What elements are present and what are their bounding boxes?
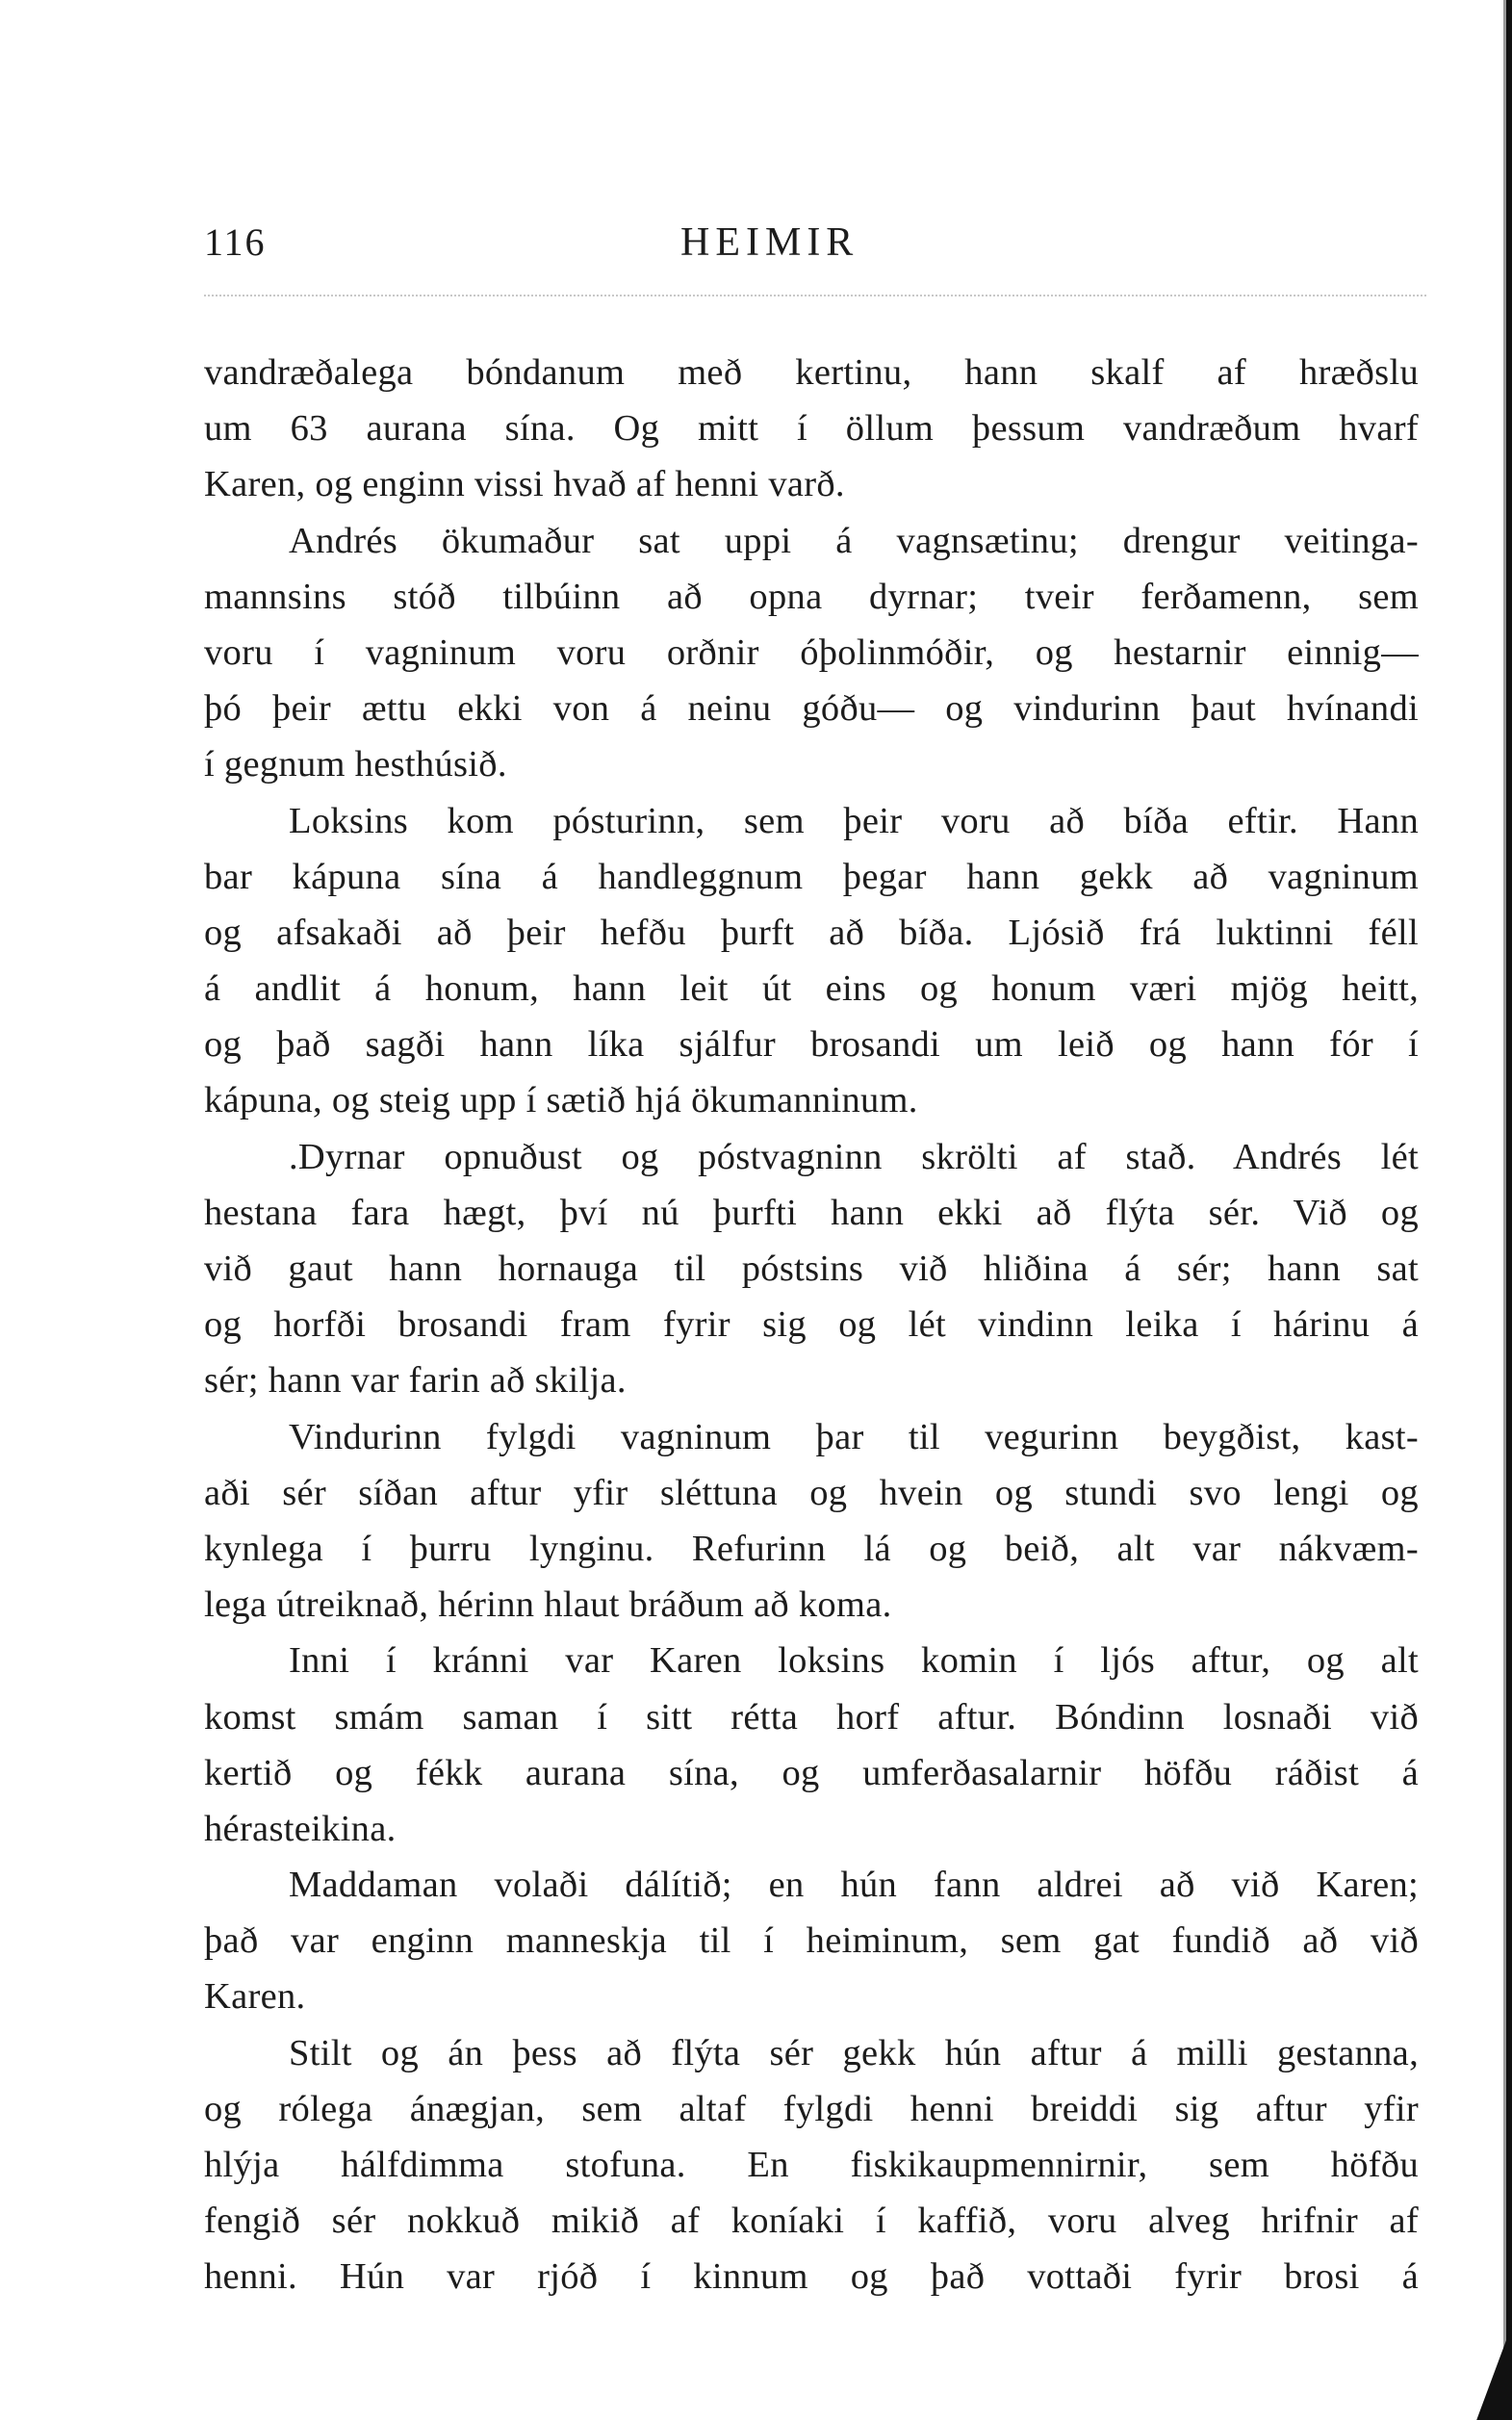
- text-line: á andlit á honum, hann leit út eins og honum væri mjög heitt,: [204, 968, 1419, 1010]
- text-line: vandræðalega bóndanum með kertinu, hann skalf af hræðslu: [204, 352, 1419, 393]
- text-line: það var enginn manneskja til í heiminum, sem gat fundið að við: [204, 1920, 1419, 1962]
- text-line: Karen, og enginn vissi hvað af henni varð.: [204, 464, 845, 505]
- text-line: Andrés ökumaður sat uppi á vagnsætinu; drengur veitinga-: [289, 520, 1419, 561]
- text-line: við gaut hann hornauga til póstsins við hliðina á sér; hann sat: [204, 1249, 1419, 1289]
- text-line: hlýja hálfdimma stofuna. En fiskikaupmennirnir, sem höfðu: [204, 2145, 1419, 2185]
- text-line: aði sér síðan aftur yfir sléttuna og hvein og stundi svo lengi og: [204, 1472, 1419, 1513]
- running-head: [204, 219, 1426, 287]
- text-line: Stilt og án þess að flýta sér gekk hún aftur á milli gestanna,: [289, 2032, 1419, 2073]
- text-line: kertið og fékk aurana sína, og umferðasalarnir höfðu ráðist á: [204, 1752, 1419, 1793]
- text-line: kynlega í þurru lynginu. Refurinn lá og beið, alt var nákvæm-: [204, 1528, 1419, 1569]
- text-line: og rólega ánægjan, sem altaf fylgdi henni breiddi sig aftur yfir: [204, 2088, 1419, 2129]
- page-number: 116: [204, 220, 267, 264]
- text-line: og það sagði hann líka sjálfur brosandi um leið og hann fór í: [204, 1024, 1419, 1066]
- running-title: HEIMIR: [680, 220, 859, 265]
- text-line: um 63 aurana sína. Og mitt í öllum þessum vandræðum hvarf: [204, 408, 1419, 450]
- text-line: og horfði brosandi fram fyrir sig og lét vindinn leika í hárinu á: [204, 1304, 1419, 1346]
- text-line: voru í vagninum voru orðnir óþolinmóðir, og hestarnir einnig—: [204, 631, 1419, 673]
- text-line: Loksins kom pósturinn, sem þeir voru að bíða eftir. Hann: [289, 800, 1419, 841]
- text-line: sér; hann var farin að skilja.: [204, 1360, 627, 1402]
- text-line: Inni í kránni var Karen loksins komin í ljós aftur, og alt: [289, 1640, 1419, 1682]
- text-line: bar kápuna sína á handleggnum þegar hann gekk að vagninum: [204, 856, 1419, 897]
- text-line: mannsins stóð tilbúinn að opna dyrnar; tveir ferðamenn, sem: [204, 576, 1419, 617]
- text-line: Vindurinn fylgdi vagninum þar til vegurinn beygðist, kast-: [289, 1416, 1419, 1457]
- page-edge: [1506, 0, 1512, 2420]
- text-line: þó þeir ættu ekki von á neinu góðu— og vindurinn þaut hvínandi: [204, 688, 1419, 730]
- text-line: henni. Hún var rjóð í kinnum og það vottaði fyrir brosi á: [204, 2256, 1419, 2298]
- text-line: .Dyrnar opnuðust og póstvagninn skrölti af stað. Andrés lét: [289, 1136, 1419, 1177]
- header-rule: [204, 295, 1426, 296]
- text-line: og afsakaði að þeir hefðu þurft að bíða. Ljósið frá luktinni féll: [204, 912, 1419, 953]
- text-line: í gegnum hesthúsið.: [204, 744, 507, 785]
- body-text: [204, 345, 1419, 2305]
- text-line: lega útreiknað, hérinn hlaut bráðum að koma.: [204, 1584, 892, 1626]
- text-line: kápuna, og steig upp í sætið hjá ökumanninum.: [204, 1080, 918, 1121]
- text-line: hérasteikina.: [204, 1808, 397, 1849]
- text-line: hestana fara hægt, því nú þurfti hann ekki að flýta sér. Við og: [204, 1192, 1419, 1233]
- text-line: fengið sér nokkuð mikið af koníaki í kaffið, voru alveg hrifnir af: [204, 2201, 1419, 2242]
- text-line: komst smám saman í sitt rétta horf aftur. Bóndinn losnaði við: [204, 1696, 1419, 1738]
- text-line: Karen.: [204, 1976, 306, 2018]
- text-line: Maddaman volaði dálítið; en hún fann aldrei að við Karen;: [289, 1865, 1419, 1906]
